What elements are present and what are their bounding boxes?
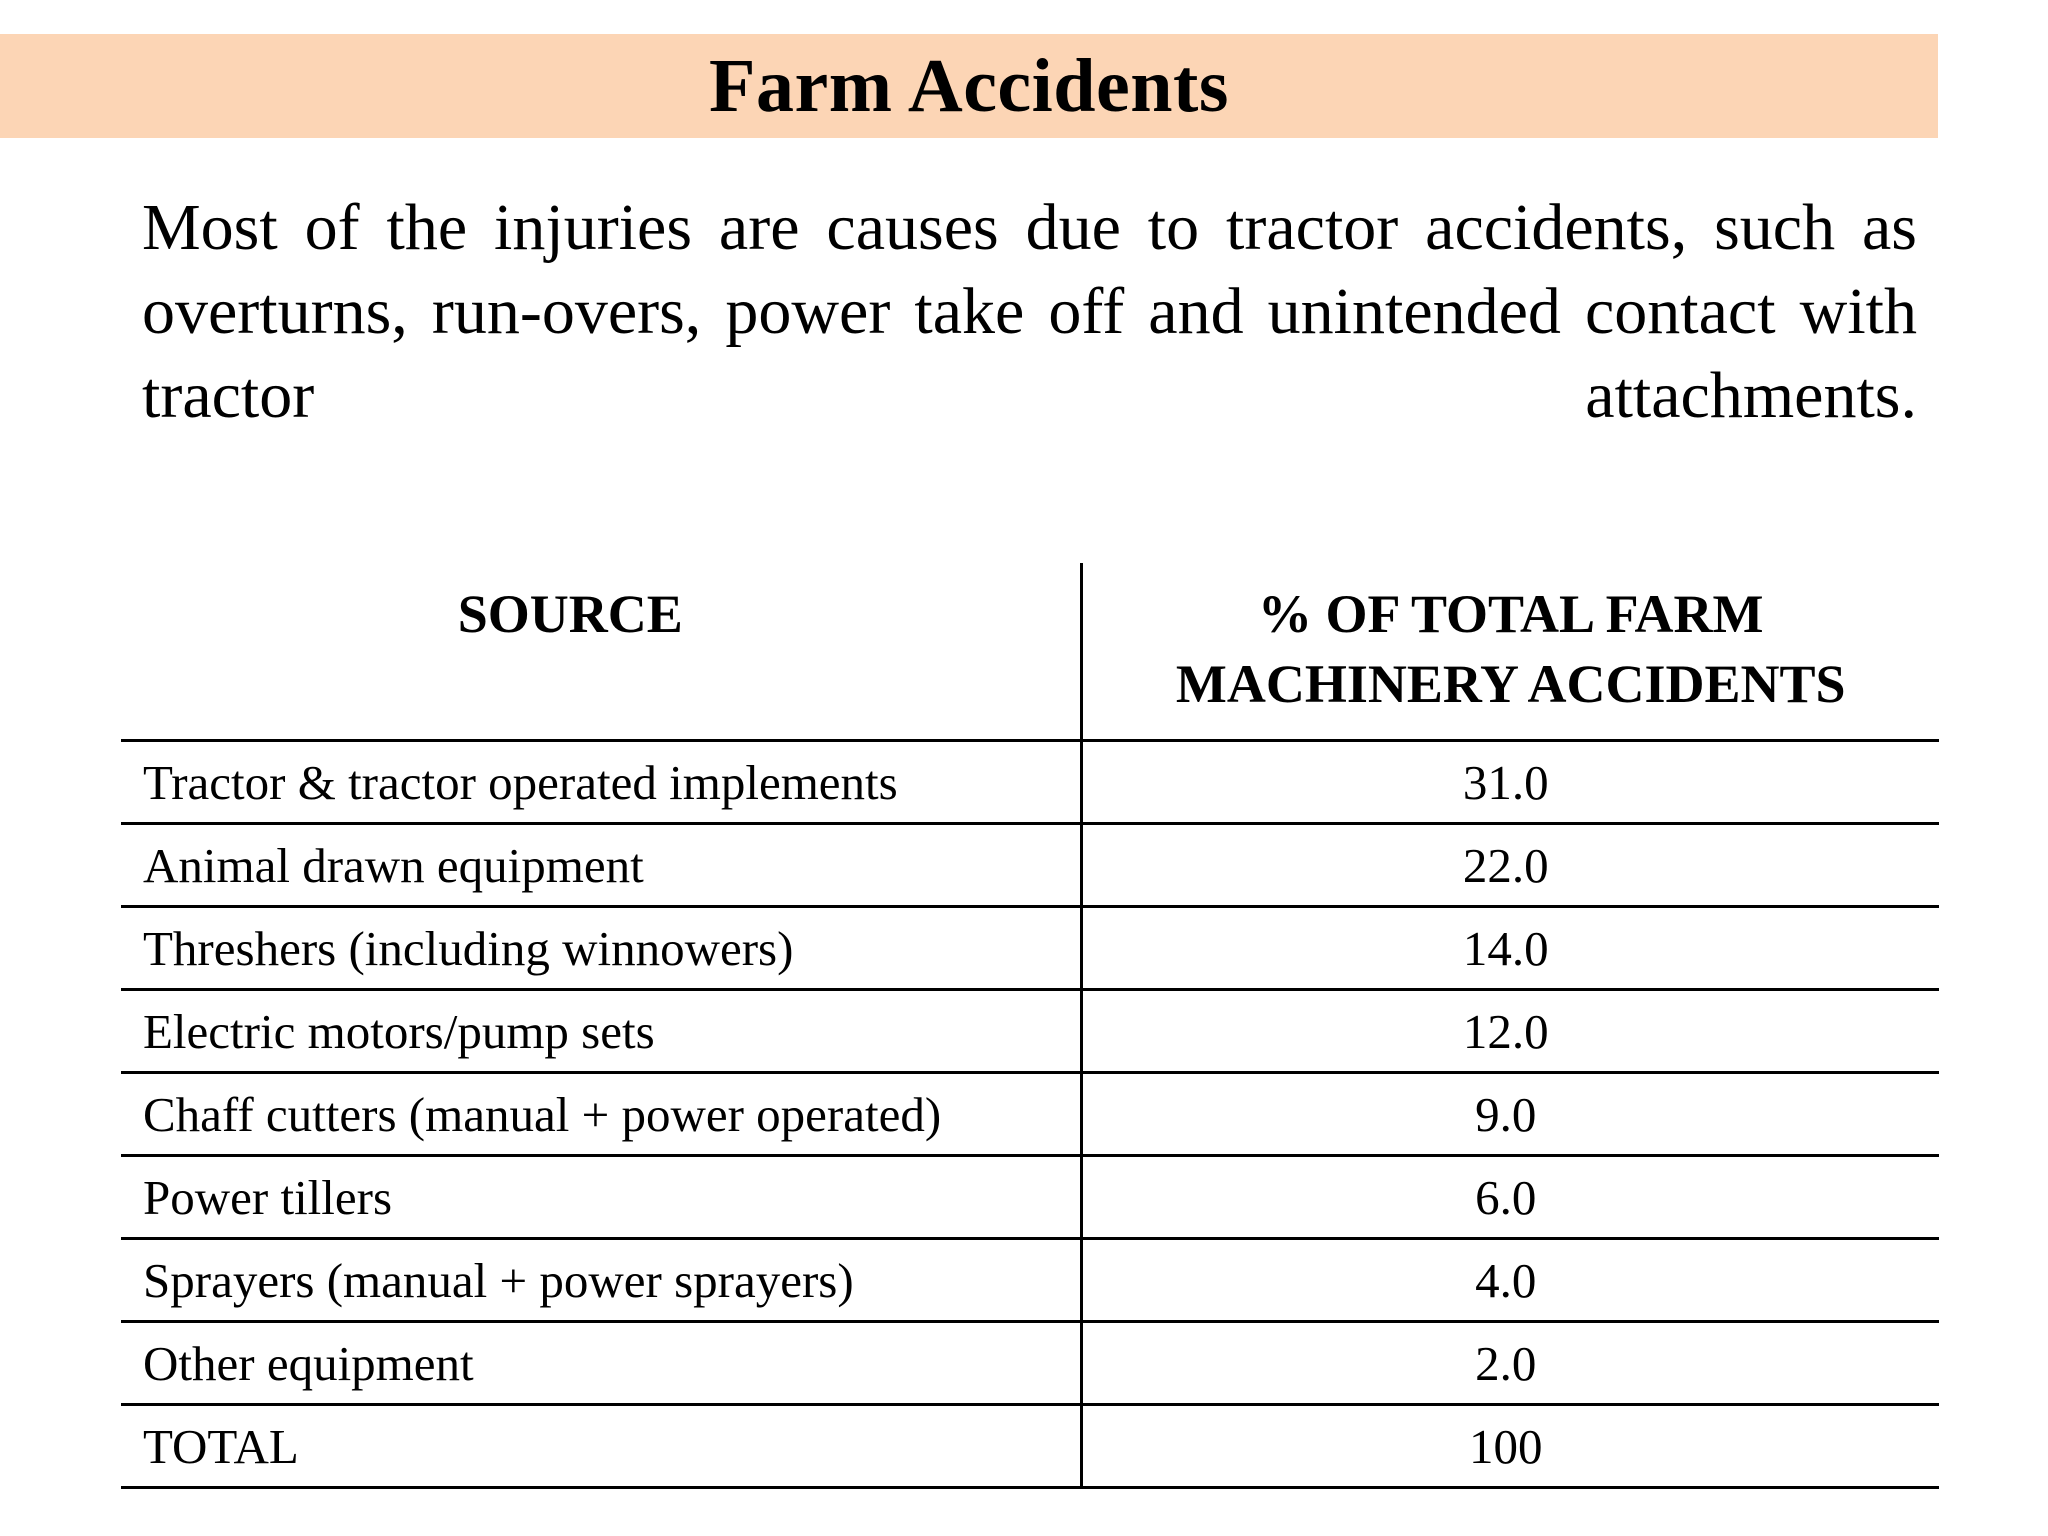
total-value-cell: 100	[1081, 1405, 1939, 1488]
percent-cell: 22.0	[1081, 824, 1939, 907]
source-cell: Animal drawn equipment	[121, 824, 1081, 907]
accidents-table-container	[121, 563, 1939, 1489]
header-source: SOURCE	[121, 563, 1081, 741]
percent-cell: 31.0	[1081, 741, 1939, 824]
accidents-table	[121, 563, 1939, 1489]
table-row	[121, 990, 1939, 1073]
table-row	[121, 1156, 1939, 1239]
header-percent-line1: % OF TOTAL FARM	[1257, 584, 1764, 644]
table-row	[121, 907, 1939, 990]
page-title: Farm Accidents	[709, 44, 1229, 128]
percent-cell: 14.0	[1081, 907, 1939, 990]
percent-cell: 2.0	[1081, 1322, 1939, 1405]
total-label-cell: TOTAL	[121, 1405, 1081, 1488]
percent-cell: 9.0	[1081, 1073, 1939, 1156]
source-cell: Tractor & tractor operated implements	[121, 741, 1081, 824]
table-row	[121, 1322, 1939, 1405]
table-row	[121, 741, 1939, 824]
source-cell: Power tillers	[121, 1156, 1081, 1239]
intro-paragraph: Most of the injuries are causes due to tractor accidents, such as overturns, run-overs, power take off and unintended contact with tractor attachments.	[142, 191, 1917, 432]
source-cell: Threshers (including winnowers)	[121, 907, 1081, 990]
table-header-row	[121, 563, 1939, 741]
percent-cell: 4.0	[1081, 1239, 1939, 1322]
percent-cell: 6.0	[1081, 1156, 1939, 1239]
table-row	[121, 1239, 1939, 1322]
table-row	[121, 1073, 1939, 1156]
header-percent	[1081, 563, 1939, 741]
header-percent-line2: MACHINERY ACCIDENTS	[1175, 654, 1846, 714]
source-cell: Electric motors/pump sets	[121, 990, 1081, 1073]
title-banner	[0, 34, 1938, 138]
source-cell: Other equipment	[121, 1322, 1081, 1405]
table-total-row	[121, 1405, 1939, 1488]
source-cell: Chaff cutters (manual + power operated)	[121, 1073, 1081, 1156]
source-cell: Sprayers (manual + power sprayers)	[121, 1239, 1081, 1322]
table-row	[121, 824, 1939, 907]
percent-cell: 12.0	[1081, 990, 1939, 1073]
